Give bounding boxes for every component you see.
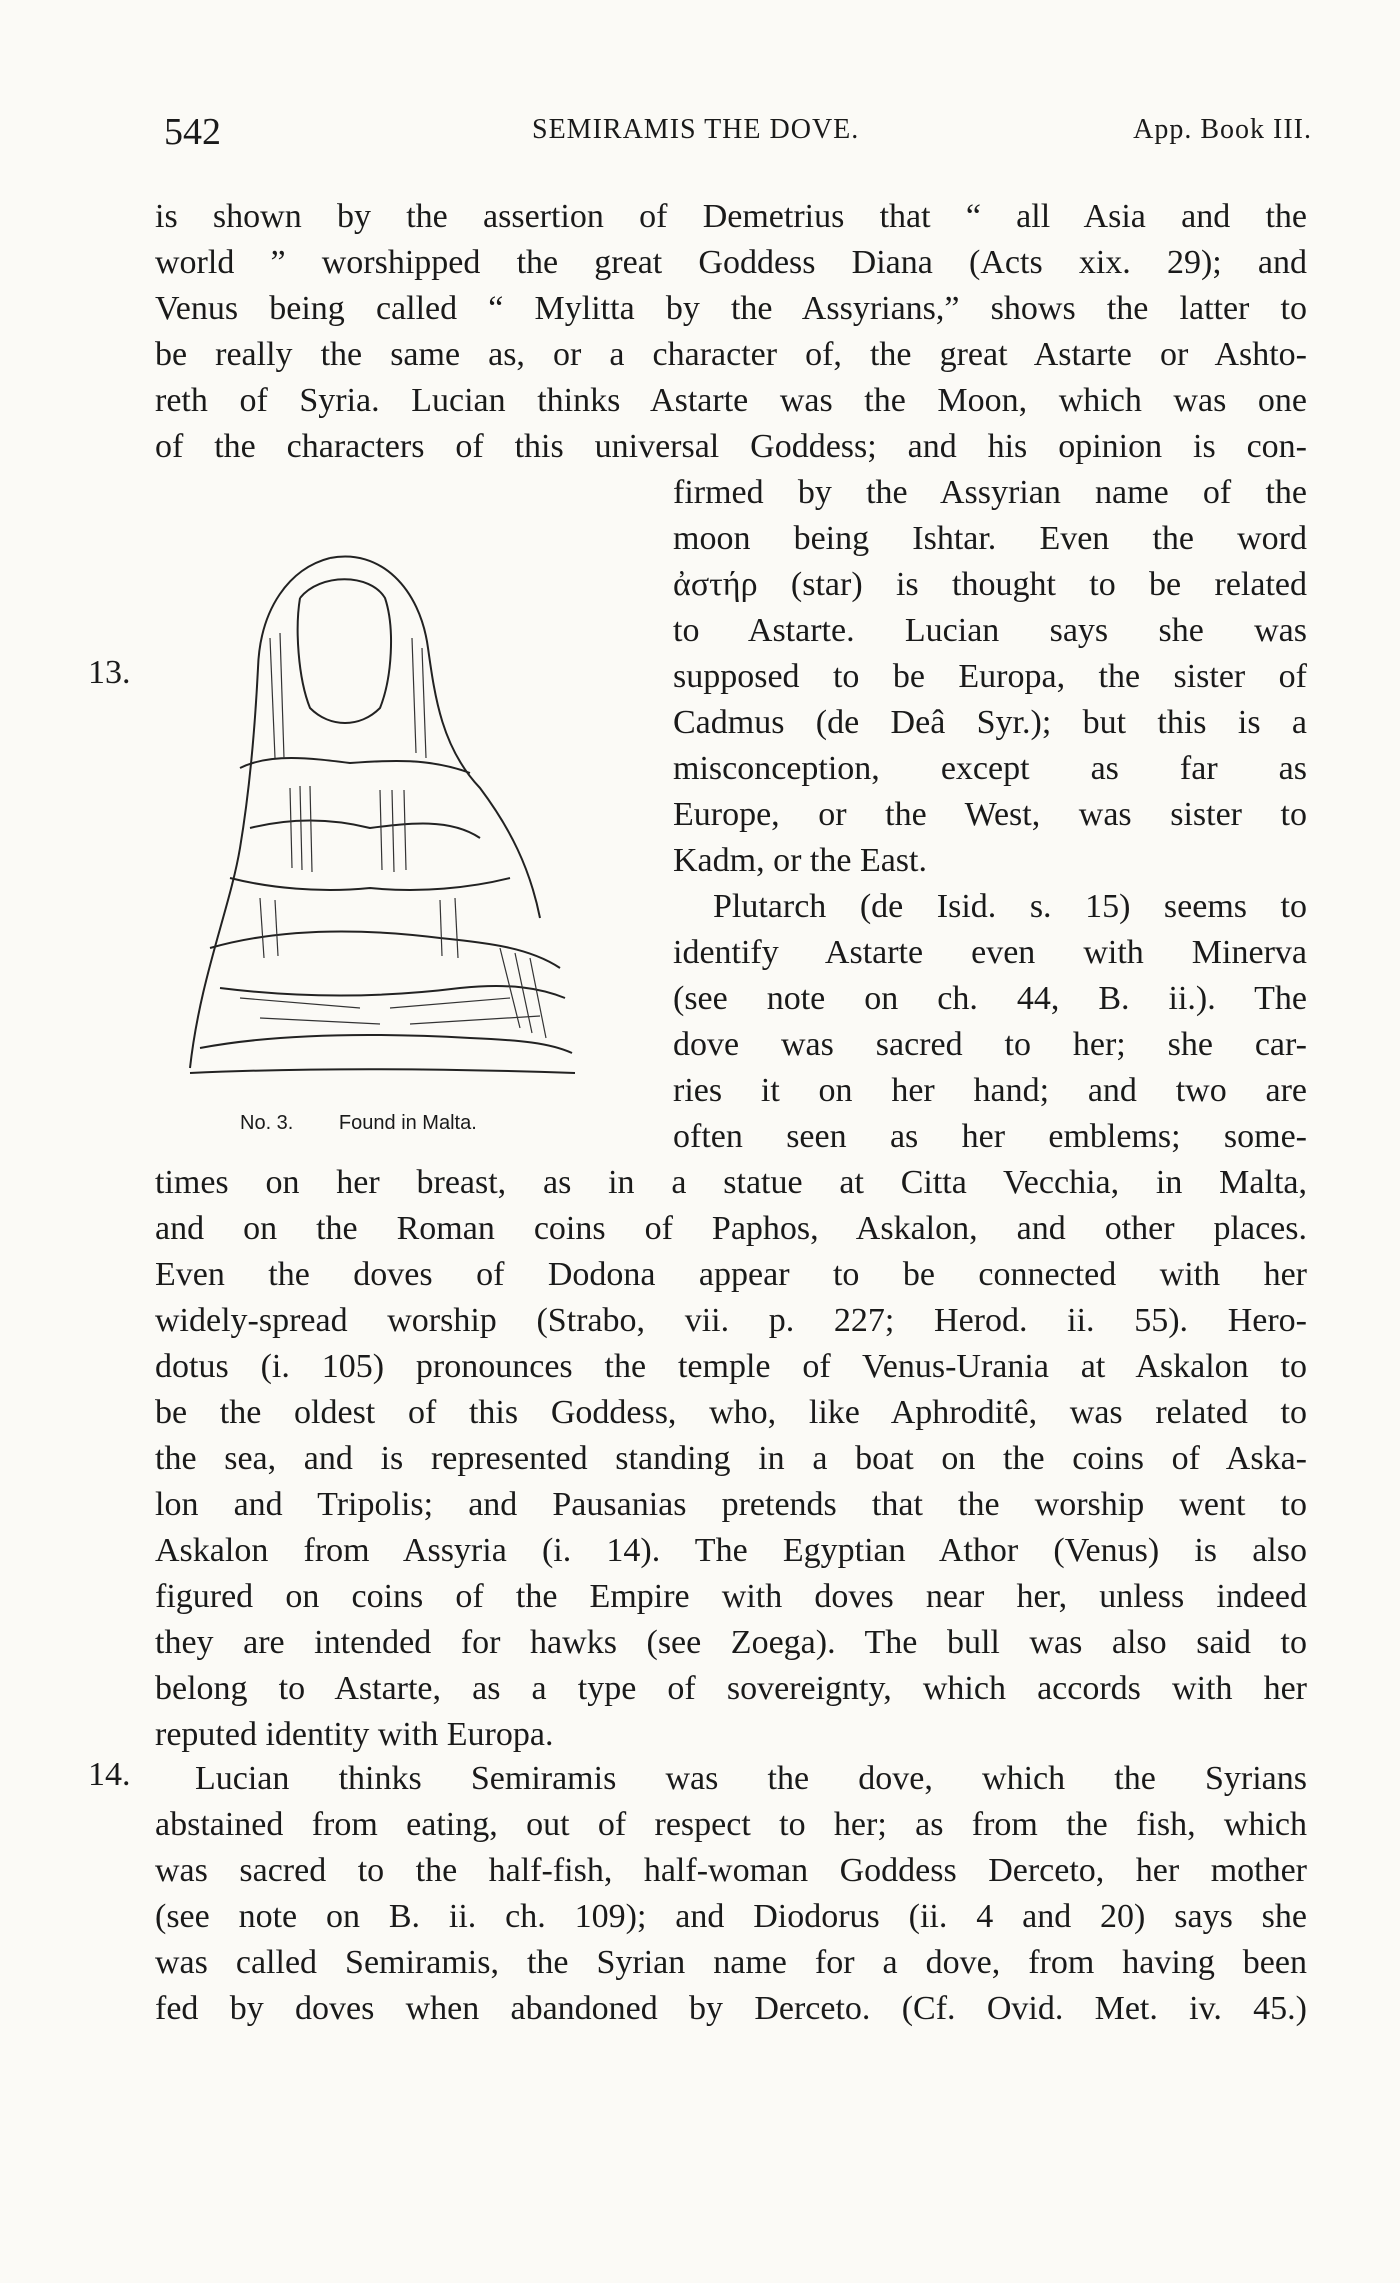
text-line: figured on coins of the Empire with doves near her, unless indeed <box>155 1578 1307 1615</box>
margin-note-14: 14. <box>88 1756 131 1793</box>
text-line: belong to Astarte, as a type of sovereignty, which accords with her <box>155 1670 1307 1707</box>
text-line: Kadm, or the East. <box>673 842 927 879</box>
text-line: dotus (i. 105) pronounces the temple of Venus-Urania at Askalon to <box>155 1348 1307 1385</box>
text-line: Cadmus (de Deâ Syr.); but this is a <box>673 704 1307 741</box>
text-line: moon being Ishtar. Even the word <box>673 520 1307 557</box>
text-line: was sacred to the half-fish, half-woman Goddess Derceto, her mother <box>155 1852 1307 1889</box>
text-line: identify Astarte even with Minerva <box>673 934 1307 971</box>
paragraph-top <box>155 194 1307 470</box>
text-line: supposed to be Europa, the sister of <box>673 658 1307 695</box>
text-line: fed by doves when abandoned by Derceto. (Cf. Ovid. Met. iv. 45.) <box>155 1990 1307 2027</box>
text-line: Even the doves of Dodona appear to be connected with her <box>155 1256 1307 1293</box>
paragraph-bottom <box>155 1160 1307 1758</box>
running-title: SEMIRAMIS THE DOVE. <box>532 114 860 145</box>
text-line: Askalon from Assyria (i. 14). The Egyptian Athor (Venus) is also <box>155 1532 1307 1569</box>
text-line: times on her breast, as in a statue at Citta Vecchia, in Malta, <box>155 1164 1307 1201</box>
text-line: misconception, except as far as <box>673 750 1307 787</box>
figure-caption <box>240 1112 517 1135</box>
text-line: abstained from eating, out of respect to her; as from the fish, which <box>155 1806 1307 1843</box>
margin-note-13: 13. <box>88 654 131 691</box>
text-line: reputed identity with Europa. <box>155 1716 554 1753</box>
text-line: lon and Tripolis; and Pausanias pretends that the worship went to <box>155 1486 1307 1523</box>
text-line: to Astarte. Lucian says she was <box>673 612 1307 649</box>
text-line: world ” worshipped the great Goddess Diana (Acts xix. 29); and <box>155 244 1307 281</box>
page-number: 542 <box>164 111 221 153</box>
text-line: Lucian thinks Semiramis was the dove, which the Syrians <box>195 1760 1307 1797</box>
text-line: Plutarch (de Isid. s. 15) seems to <box>713 888 1307 925</box>
text-line: was called Semiramis, the Syrian name for a dove, from having been <box>155 1944 1307 1981</box>
text-line: Venus being called “ Mylitta by the Assyrians,” shows the latter to <box>155 290 1307 327</box>
text-line: (see note on ch. 44, B. ii.). The <box>673 980 1307 1017</box>
text-line: and on the Roman coins of Paphos, Askalon, and other places. <box>155 1210 1307 1247</box>
text-line: be the oldest of this Goddess, who, like Aphroditê, was related to <box>155 1394 1307 1431</box>
text-line: be really the same as, or a character of, the great Astarte or Ashto- <box>155 336 1307 373</box>
text-line: of the characters of this universal Goddess; and his opinion is con- <box>155 428 1307 465</box>
figure-caption-text: Found in Malta. <box>338 1112 477 1134</box>
page-header <box>162 100 1312 160</box>
text-line: reth of Syria. Lucian thinks Astarte was the Moon, which was one <box>155 382 1307 419</box>
paragraph-side-column <box>673 470 1307 1160</box>
section-reference: App. Book III. <box>1133 114 1312 145</box>
text-line: is shown by the assertion of Demetrius that “ all Asia and the <box>155 198 1307 235</box>
text-line: often seen as her emblems; some- <box>673 1118 1307 1155</box>
figure-statue-illustration <box>180 528 580 1108</box>
text-line: (see note on B. ii. ch. 109); and Diodorus (ii. 4 and 20) says she <box>155 1898 1307 1935</box>
text-line: Europe, or the West, was sister to <box>673 796 1307 833</box>
figure-label: No. 3. <box>240 1112 294 1134</box>
text-line: ries it on her hand; and two are <box>673 1072 1307 1109</box>
text-line: ἀστήρ (star) is thought to be related <box>673 566 1307 603</box>
text-line: dove was sacred to her; she car- <box>673 1026 1307 1063</box>
veiled-goddess-statue-image <box>180 528 580 1108</box>
text-line: firmed by the Assyrian name of the <box>673 474 1307 511</box>
text-line: the sea, and is represented standing in a boat on the coins of Aska- <box>155 1440 1307 1477</box>
paragraph-note-14 <box>155 1756 1307 2032</box>
text-line: widely-spread worship (Strabo, vii. p. 227; Herod. ii. 55). Hero- <box>155 1302 1307 1339</box>
text-line: they are intended for hawks (see Zoega). The bull was also said to <box>155 1624 1307 1661</box>
